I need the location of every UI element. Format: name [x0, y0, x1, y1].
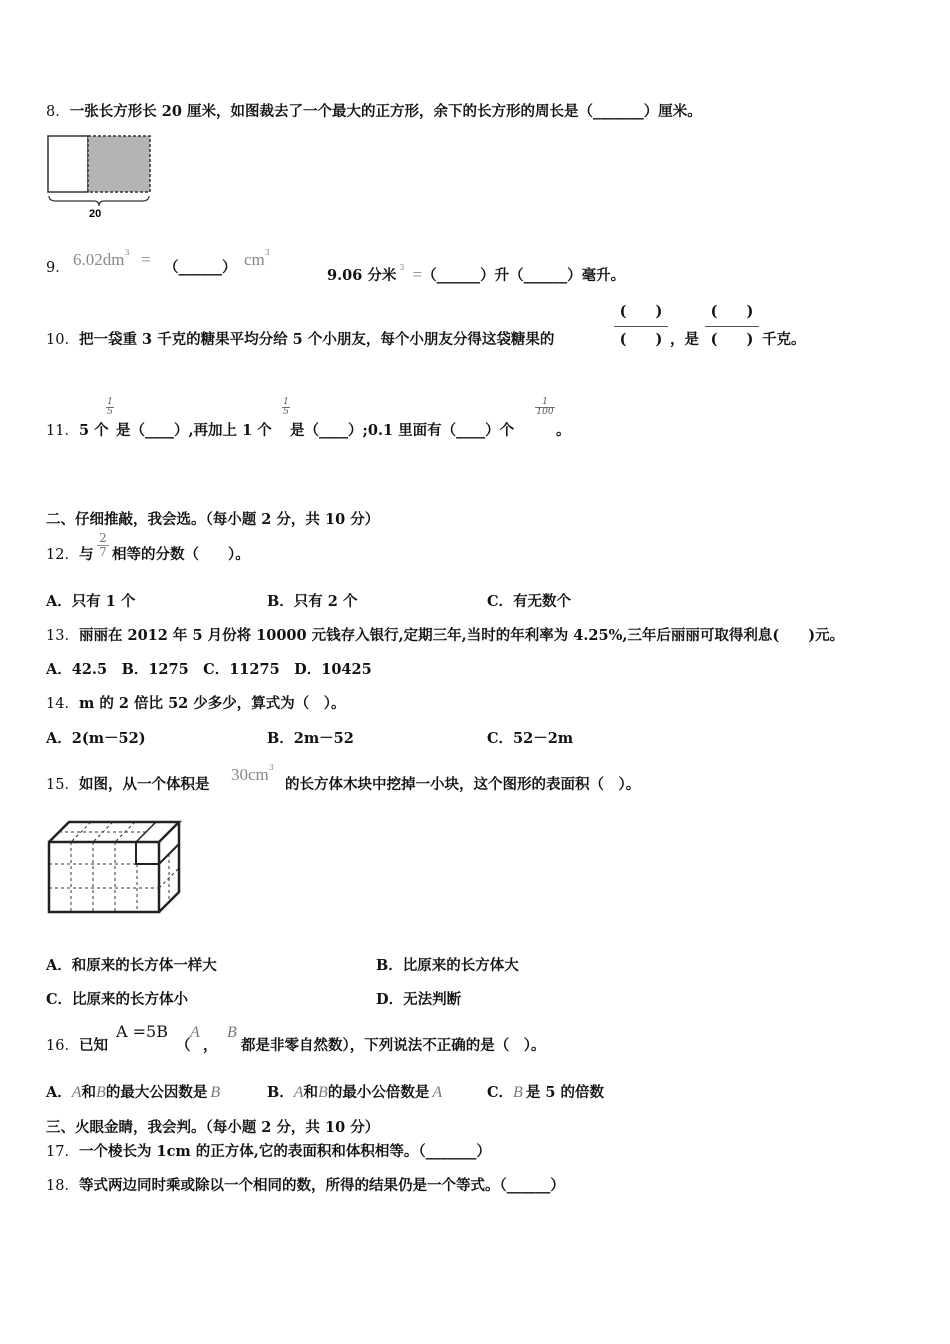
question-text: 丽丽在 2012 年 5 月份将 10000 元钱存入银行,定期三年,当时的年利率为 4.25%,三年后丽丽可取得利息( )元。: [78, 627, 845, 644]
fraction-numerator: ( ): [710, 303, 754, 320]
exponent: 3: [264, 248, 270, 257]
question-text: 如图，从一个体积是: [78, 776, 210, 793]
question-text: 都是非零自然数），下列说法不正确的是（ ）。: [241, 1037, 546, 1054]
question-text: 的长方体木块中挖掉一小块，这个图形的表面积（ ）。: [285, 776, 641, 793]
variable-b: B: [96, 1084, 106, 1101]
equals-sign: =: [412, 265, 423, 284]
option-text: 是 5 的倍数: [525, 1084, 605, 1101]
equals-sign: =: [140, 250, 151, 269]
option-c[interactable]: C．比原来的长方体小: [46, 991, 189, 1008]
variable-b: B: [318, 1084, 328, 1101]
option-label: C．: [487, 1084, 514, 1101]
question-text: 。: [556, 422, 571, 439]
fraction-denominator: ( ): [619, 331, 663, 348]
question-number: 9．: [46, 260, 70, 276]
variable-a: A: [293, 1084, 304, 1101]
value-text: 6.02dm: [73, 250, 125, 269]
question-number: 13．: [46, 628, 79, 644]
question-18: [46, 1176, 565, 1196]
question-text: 一个棱长为 1cm 的正方体,它的表面积和体积相等。（_______）: [78, 1143, 491, 1160]
question-16: [46, 1036, 108, 1056]
fraction-one-fifth-2: [282, 398, 290, 417]
comma: ，: [203, 1037, 218, 1054]
question-14: [46, 694, 346, 714]
question-text-mid: ，是: [670, 331, 699, 348]
question-text: 相等的分数（ ）。: [112, 546, 250, 563]
fraction-one-hundredth: [535, 398, 555, 417]
option-a[interactable]: [46, 1083, 223, 1103]
question-number: 18．: [46, 1178, 79, 1194]
option-b[interactable]: B．只有 2 个: [267, 593, 358, 610]
question-text: 等式两边同时乘或除以一个相同的数，所得的结果仍是一个等式。（______）: [78, 1177, 565, 1194]
volume-dm3-2: [327, 258, 625, 286]
option-c[interactable]: C．52－2m: [487, 730, 574, 747]
option-a[interactable]: A．2(m－52): [46, 730, 146, 747]
question-text: 已知: [78, 1037, 108, 1054]
fraction-numerator: 2: [99, 531, 107, 545]
option-d[interactable]: D．无法判断: [376, 991, 462, 1008]
question-text: 5 个: [78, 422, 109, 439]
option-text: 的最大公因数是: [105, 1084, 208, 1101]
question-text: 把一袋重 3 千克的糖果平均分给 5 个小朋友，每个小朋友分得这袋糖果的: [78, 331, 555, 348]
volume-value: [231, 763, 274, 785]
question-number: 8．: [46, 104, 70, 120]
fraction-numerator: 1: [107, 397, 113, 407]
question-number: 12．: [46, 547, 79, 563]
cut-square: [88, 136, 150, 192]
question-text-tail: 千克。: [762, 331, 806, 348]
answer-blank-1[interactable]: （______）: [164, 259, 237, 276]
section-title-3: 三、火眼金睛，我会判。（每小题 2 分，共 10 分）: [46, 1119, 380, 1136]
question-text: 是（____）,再加上 1 个: [116, 422, 272, 439]
question-12: [46, 545, 93, 565]
question-number: 15．: [46, 777, 79, 793]
fraction-denominator: 5: [283, 407, 289, 417]
variable-b: B: [227, 1024, 237, 1041]
option-b[interactable]: B．2m－52: [267, 730, 354, 747]
question-number: 10．: [46, 332, 79, 348]
question-17: [46, 1142, 491, 1162]
question-number: 11．: [46, 423, 79, 439]
fraction-denominator: 7: [97, 545, 109, 559]
option-label: B．: [267, 1084, 294, 1101]
question-number: 16．: [46, 1038, 79, 1054]
answer-blank-2[interactable]: （______）升（______）毫升。: [422, 267, 626, 284]
options-row[interactable]: A．42.5 B．1275 C．11275 D．10425: [46, 661, 372, 678]
question-number: 14．: [46, 696, 79, 712]
question-text: 与: [78, 546, 94, 563]
remaining-rectangle: [48, 136, 88, 192]
fraction-bar: [705, 326, 759, 327]
unit-cm3: [244, 248, 270, 270]
option-a[interactable]: A．和原来的长方体一样大: [46, 957, 217, 974]
question-13: [46, 626, 844, 646]
option-c[interactable]: C．有无数个: [487, 593, 572, 610]
rectangle-figure: [44, 132, 156, 222]
length-label: 20: [89, 208, 102, 220]
fraction-bar: [614, 326, 668, 327]
front-face: [49, 842, 159, 912]
variable-a: A: [71, 1084, 82, 1101]
question-11: [46, 421, 109, 441]
option-a[interactable]: A．只有 1 个: [46, 593, 136, 610]
exponent: 3: [268, 763, 274, 772]
question-text: 一张长方形长 20 厘米，如图裁去了一个最大的正方形，余下的长方形的周长是（_______）厘米。: [69, 103, 702, 120]
cuboid-figure: [44, 814, 186, 918]
variable-b: B: [210, 1084, 221, 1101]
fraction-denominator: 5: [107, 407, 113, 417]
fraction-blank-1[interactable]: [614, 302, 668, 350]
fraction-numerator: 1: [283, 397, 289, 407]
option-text: 和: [81, 1084, 97, 1101]
option-b[interactable]: B．比原来的长方体大: [376, 957, 519, 974]
fraction-two-sevenths: [97, 532, 109, 559]
section-title-2: 二、仔细推敲，我会选。（每小题 2 分，共 10 分）: [46, 511, 380, 528]
unit-text: cm: [244, 250, 265, 269]
paren-open: （: [176, 1037, 191, 1054]
equation-a-5b: A =5B: [116, 1022, 168, 1041]
variable-a: A: [190, 1024, 200, 1041]
option-text: 的最小公倍数是: [327, 1084, 430, 1101]
volume-dm3: [73, 248, 151, 270]
exponent: 3: [399, 263, 405, 272]
option-c[interactable]: [487, 1083, 604, 1103]
question-10: [46, 330, 554, 350]
fraction-denominator: ( ): [710, 331, 754, 348]
question-text: 是（____）;0.1 里面有（____）个: [290, 422, 515, 439]
question-15: [46, 775, 209, 795]
fraction-one-fifth: [106, 398, 114, 417]
fraction-numerator: ( ): [619, 303, 663, 320]
option-text: 和: [303, 1084, 319, 1101]
variable-a: A: [432, 1084, 443, 1101]
variable-b: B: [513, 1084, 523, 1101]
question-9: [46, 258, 70, 278]
value-text: 9.06 分米: [327, 267, 397, 284]
option-label: A．: [46, 1084, 72, 1101]
value-text: 30cm: [231, 765, 269, 784]
question-8: [46, 102, 702, 122]
fraction-blank-2[interactable]: [705, 302, 759, 350]
question-text: m 的 2 倍比 52 少多少，算式为（ ）。: [78, 695, 346, 712]
question-number: 17．: [46, 1144, 79, 1160]
exponent: 3: [124, 248, 130, 257]
option-b[interactable]: [267, 1083, 445, 1103]
removed-block-edges: [136, 842, 179, 864]
fraction-denominator: 100: [536, 407, 554, 417]
length-brace: [49, 196, 149, 206]
fraction-numerator: 1: [542, 397, 548, 407]
